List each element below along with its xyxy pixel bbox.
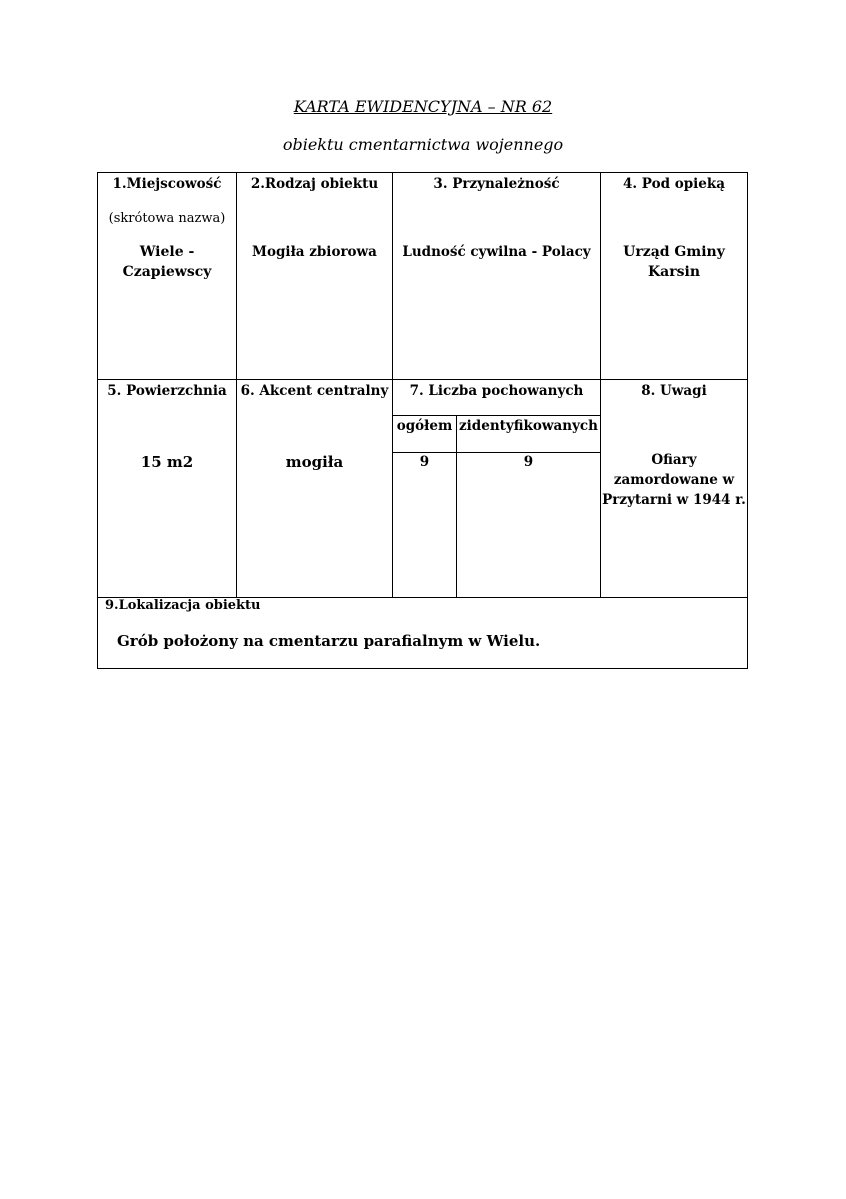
document-subtitle: obiektu cmentarnictwa wojennego (282, 135, 564, 154)
row1-bottom-line (97, 379, 748, 380)
remarks-value-line2: zamordowane w (613, 472, 735, 488)
central-accent-label: 6. Akcent centralny (240, 383, 389, 399)
locality-value-line2: Czapiewscy (122, 264, 212, 280)
affiliation-value: Ludność cywilna - Polacy (402, 244, 591, 260)
area-label: 5. Powierzchnia (107, 383, 227, 399)
document-title: KARTA EWIDENCYJNA – NR 62 (293, 97, 553, 116)
table-border-bottom (97, 668, 748, 669)
locality-value-line1: Wiele - (139, 244, 195, 260)
caretaker-value-line2: Karsin (648, 264, 700, 280)
object-type-label: 2.Rodzaj obiektu (250, 176, 379, 192)
area-value: 15 m2 (140, 453, 194, 471)
burials-total-header: ogółem (396, 418, 453, 434)
caretaker-label: 4. Pod opieką (623, 176, 725, 192)
caretaker-value-line1: Urząd Gminy (623, 244, 725, 260)
burials-count-label: 7. Liczba pochowanych (409, 383, 584, 399)
remarks-label: 8. Uwagi (641, 383, 707, 399)
location-label: 9.Lokalizacja obiektu (105, 598, 261, 613)
central-accent-value: mogiła (285, 453, 344, 471)
location-value: Grób położony na cmentarzu parafialnym w Wielu. (117, 632, 541, 650)
object-type-value: Mogiła zbiorowa (252, 244, 377, 260)
remarks-value-line3: Przytarni w 1944 r. (602, 492, 746, 508)
record-card-table (97, 172, 748, 669)
burials-total-value: 9 (419, 454, 430, 470)
locality-note: (skrótowa nazwa) (108, 211, 226, 226)
remarks-value-line1: Ofiary (651, 452, 697, 468)
burials-identified-header: zidentyfikowanych (459, 418, 598, 434)
affiliation-label: 3. Przynależność (433, 176, 560, 192)
burials-identified-value: 9 (523, 454, 534, 470)
table-border-top (97, 172, 748, 173)
burials-split-line (456, 415, 457, 597)
locality-label: 1.Miejscowość (112, 176, 222, 192)
